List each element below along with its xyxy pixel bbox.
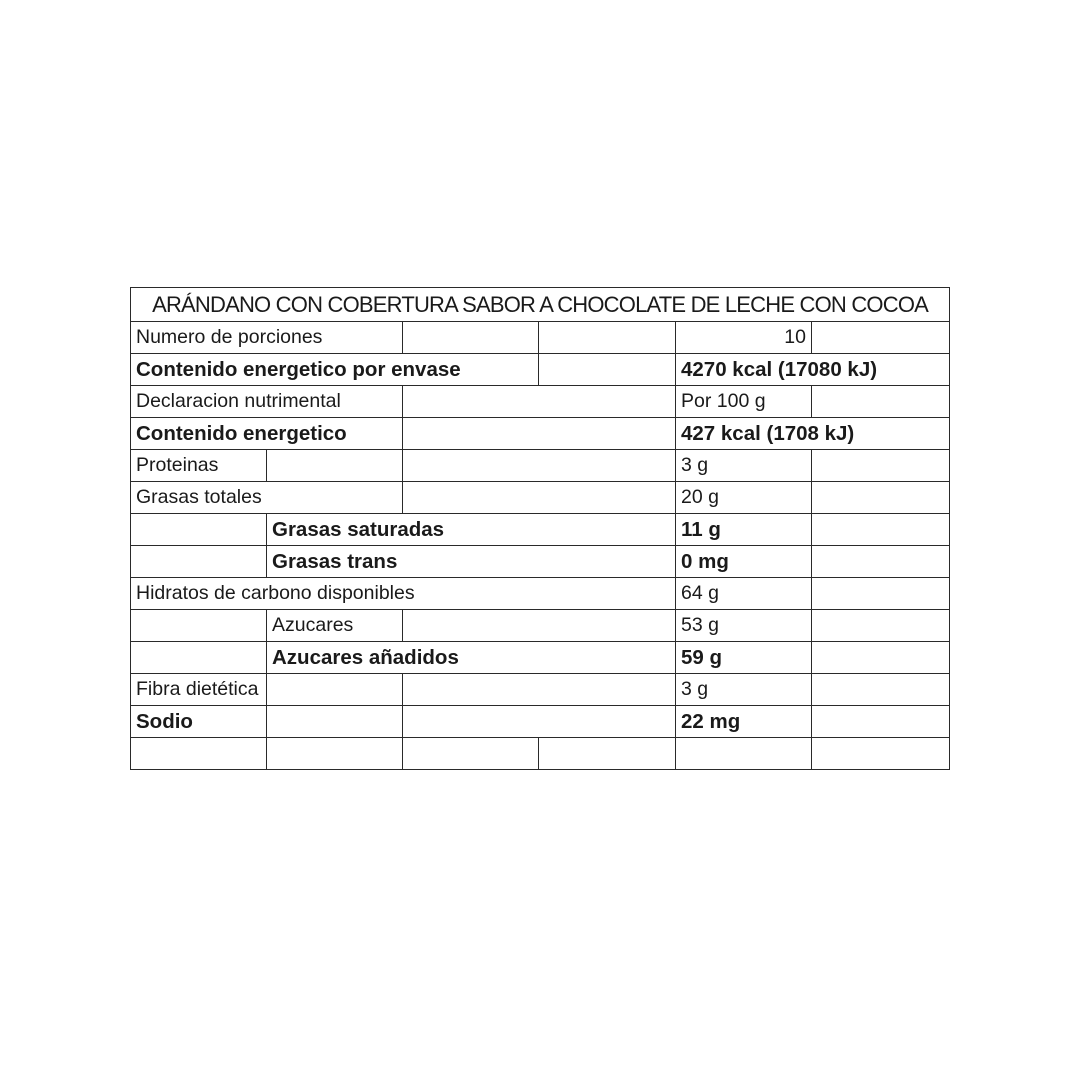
table-row [131, 514, 950, 546]
table-row [131, 610, 950, 642]
energy-per-package-value: 4270 kcal (17080 kJ) [676, 354, 950, 386]
total-fat-value: 20 g [676, 482, 812, 514]
empty-cell [812, 322, 950, 354]
fiber-value: 3 g [676, 674, 812, 706]
empty-cell [267, 738, 403, 770]
empty-cell [676, 738, 812, 770]
empty-cell [539, 322, 676, 354]
per-100g-label: Por 100 g [676, 386, 812, 418]
energy-label: Contenido energetico [131, 418, 403, 450]
empty-cell [267, 674, 403, 706]
empty-cell [403, 386, 676, 418]
table-row [131, 418, 950, 450]
empty-cell [403, 322, 539, 354]
sugars-label: Azucares [267, 610, 403, 642]
nutrition-facts-table [130, 287, 950, 770]
total-fat-label: Grasas totales [131, 482, 403, 514]
empty-cell [812, 482, 950, 514]
sodium-label: Sodio [131, 706, 267, 738]
table-row [131, 546, 950, 578]
table-row [131, 450, 950, 482]
added-sugars-label: Azucares añadidos [267, 642, 676, 674]
carbohydrates-value: 64 g [676, 578, 812, 610]
empty-cell [539, 354, 676, 386]
empty-cell [812, 674, 950, 706]
empty-cell [812, 514, 950, 546]
protein-value: 3 g [676, 450, 812, 482]
servings-value: 10 [676, 322, 812, 354]
empty-cell [812, 578, 950, 610]
energy-value: 427 kcal (1708 kJ) [676, 418, 950, 450]
empty-cell [403, 450, 676, 482]
empty-cell [539, 738, 676, 770]
empty-cell [403, 738, 539, 770]
table-row [131, 322, 950, 354]
fiber-label: Fibra dietética [131, 674, 267, 706]
empty-cell [267, 706, 403, 738]
energy-per-package-label: Contenido energetico por envase [131, 354, 539, 386]
table-row [131, 738, 950, 770]
empty-cell [267, 450, 403, 482]
table-row [131, 706, 950, 738]
empty-cell [812, 610, 950, 642]
saturated-fat-label: Grasas saturadas [267, 514, 676, 546]
empty-cell [403, 610, 676, 642]
carbohydrates-label: Hidratos de carbono disponibles [131, 578, 676, 610]
empty-cell [812, 386, 950, 418]
protein-label: Proteinas [131, 450, 267, 482]
saturated-fat-value: 11 g [676, 514, 812, 546]
empty-cell [131, 642, 267, 674]
added-sugars-value: 59 g [676, 642, 812, 674]
trans-fat-label: Grasas trans [267, 546, 676, 578]
table-row [131, 482, 950, 514]
table-row [131, 674, 950, 706]
empty-cell [812, 546, 950, 578]
empty-cell [403, 674, 676, 706]
empty-cell [131, 610, 267, 642]
sugars-value: 53 g [676, 610, 812, 642]
sodium-value: 22 mg [676, 706, 812, 738]
nutrition-declaration-label: Declaracion nutrimental [131, 386, 403, 418]
empty-cell [812, 706, 950, 738]
table-row [131, 386, 950, 418]
title-row [131, 288, 950, 322]
product-title: ARÁNDANO CON COBERTURA SABOR A CHOCOLATE DE LECHE CON COCOA [131, 288, 950, 322]
servings-label: Numero de porciones [131, 322, 403, 354]
empty-cell [812, 642, 950, 674]
empty-cell [131, 738, 267, 770]
empty-cell [131, 546, 267, 578]
empty-cell [812, 738, 950, 770]
empty-cell [403, 706, 676, 738]
empty-cell [131, 514, 267, 546]
empty-cell [403, 482, 676, 514]
table-row [131, 642, 950, 674]
empty-cell [403, 418, 676, 450]
trans-fat-value: 0 mg [676, 546, 812, 578]
empty-cell [812, 450, 950, 482]
table-row [131, 354, 950, 386]
table-row [131, 578, 950, 610]
